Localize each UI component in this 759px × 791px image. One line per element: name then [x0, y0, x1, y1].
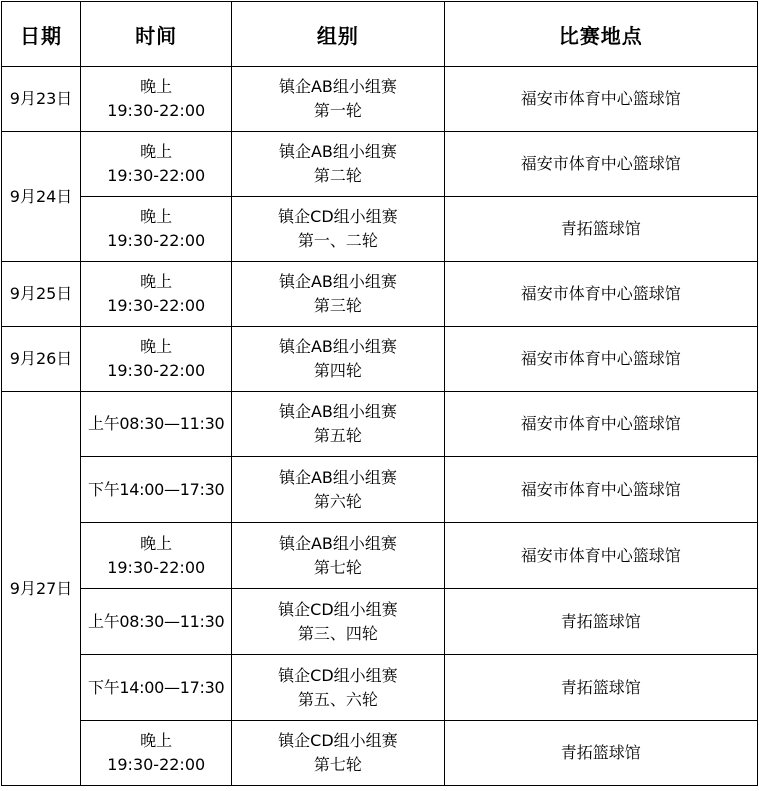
time-cell: 下午14:00—17:30 — [81, 457, 232, 523]
group-cell — [232, 589, 444, 655]
group-name: 镇企AB组小组赛 — [278, 142, 397, 161]
group-name: 镇企CD组小组赛 — [278, 207, 398, 226]
time-period: 晚上 — [140, 731, 173, 750]
table-row — [2, 392, 758, 457]
venue-cell: 福安市体育中心篮球馆 — [444, 262, 757, 327]
group-name: 镇企CD组小组赛 — [278, 731, 398, 750]
venue-cell: 青拓篮球馆 — [444, 589, 757, 655]
venue-cell: 青拓篮球馆 — [444, 655, 757, 721]
time-range: 19:30-22:00 — [107, 166, 206, 185]
time-range: 19:30-22:00 — [107, 101, 206, 120]
venue-cell: 福安市体育中心篮球馆 — [444, 327, 757, 392]
header-row — [2, 2, 758, 67]
venue-cell: 青拓篮球馆 — [444, 197, 757, 262]
group-cell — [232, 721, 444, 786]
table-row — [2, 197, 758, 262]
group-round: 第一轮 — [313, 101, 362, 120]
table-row — [2, 457, 758, 523]
header-date: 日期 — [2, 2, 81, 67]
group-round: 第三、四轮 — [297, 623, 378, 643]
time-period: 晚上 — [140, 142, 173, 161]
schedule-table — [1, 1, 758, 786]
group-cell — [232, 392, 444, 457]
time-cell — [81, 197, 232, 262]
time-cell — [81, 721, 232, 786]
table-row — [2, 132, 758, 197]
venue-cell: 福安市体育中心篮球馆 — [444, 67, 757, 132]
table-row — [2, 655, 758, 721]
group-name: 镇企CD组小组赛 — [278, 599, 398, 619]
group-round: 第七轮 — [313, 557, 362, 577]
time-cell — [81, 327, 232, 392]
time-cell — [81, 262, 232, 327]
date-cell: 9月24日 — [2, 132, 81, 262]
group-cell — [232, 262, 444, 327]
time-range: 19:30-22:00 — [107, 361, 206, 380]
table-row — [2, 67, 758, 132]
time-period: 晚上 — [140, 337, 173, 356]
group-round: 第二轮 — [313, 166, 362, 185]
group-cell — [232, 523, 444, 589]
table-row — [2, 721, 758, 786]
venue-cell: 福安市体育中心篮球馆 — [444, 392, 757, 457]
header-group: 组别 — [232, 2, 444, 67]
group-name: 镇企AB组小组赛 — [278, 77, 397, 96]
table-row — [2, 523, 758, 589]
time-cell: 上午08:30—11:30 — [81, 392, 232, 457]
table-row — [2, 327, 758, 392]
group-round: 第三轮 — [313, 296, 362, 315]
group-name: 镇企AB组小组赛 — [278, 533, 397, 553]
time-cell — [81, 132, 232, 197]
table-row — [2, 262, 758, 327]
group-round: 第四轮 — [313, 361, 362, 380]
group-cell — [232, 132, 444, 197]
time-period: 晚上 — [140, 77, 173, 96]
time-range: 19:30-22:00 — [107, 755, 206, 774]
time-cell: 下午14:00—17:30 — [81, 655, 232, 721]
venue-cell: 福安市体育中心篮球馆 — [444, 457, 757, 523]
group-round: 第七轮 — [313, 755, 362, 774]
venue-cell: 青拓篮球馆 — [444, 721, 757, 786]
time-period: 晚上 — [140, 272, 173, 291]
group-round: 第一、二轮 — [297, 231, 378, 250]
venue-cell: 福安市体育中心篮球馆 — [444, 523, 757, 589]
group-name: 镇企CD组小组赛 — [278, 665, 398, 685]
venue-cell: 福安市体育中心篮球馆 — [444, 132, 757, 197]
group-cell — [232, 327, 444, 392]
time-cell — [81, 67, 232, 132]
group-round: 第五轮 — [313, 426, 362, 445]
time-range: 19:30-22:00 — [107, 557, 206, 577]
group-cell — [232, 655, 444, 721]
date-cell: 9月23日 — [2, 67, 81, 132]
group-cell — [232, 457, 444, 523]
group-name: 镇企AB组小组赛 — [278, 337, 397, 356]
group-round: 第五、六轮 — [297, 689, 378, 709]
group-name: 镇企AB组小组赛 — [278, 467, 397, 487]
time-period: 晚上 — [140, 533, 173, 553]
date-cell: 9月27日 — [2, 392, 81, 786]
group-cell — [232, 197, 444, 262]
time-cell: 上午08:30—11:30 — [81, 589, 232, 655]
header-time: 时间 — [81, 2, 232, 67]
time-period: 晚上 — [140, 207, 173, 226]
header-venue: 比赛地点 — [444, 2, 757, 67]
time-range: 19:30-22:00 — [107, 296, 206, 315]
date-cell: 9月26日 — [2, 327, 81, 392]
group-round: 第六轮 — [313, 491, 362, 511]
date-cell: 9月25日 — [2, 262, 81, 327]
group-name: 镇企AB组小组赛 — [278, 272, 397, 291]
group-cell — [232, 67, 444, 132]
time-range: 19:30-22:00 — [107, 231, 206, 250]
group-name: 镇企AB组小组赛 — [278, 402, 397, 421]
table-row — [2, 589, 758, 655]
time-cell — [81, 523, 232, 589]
